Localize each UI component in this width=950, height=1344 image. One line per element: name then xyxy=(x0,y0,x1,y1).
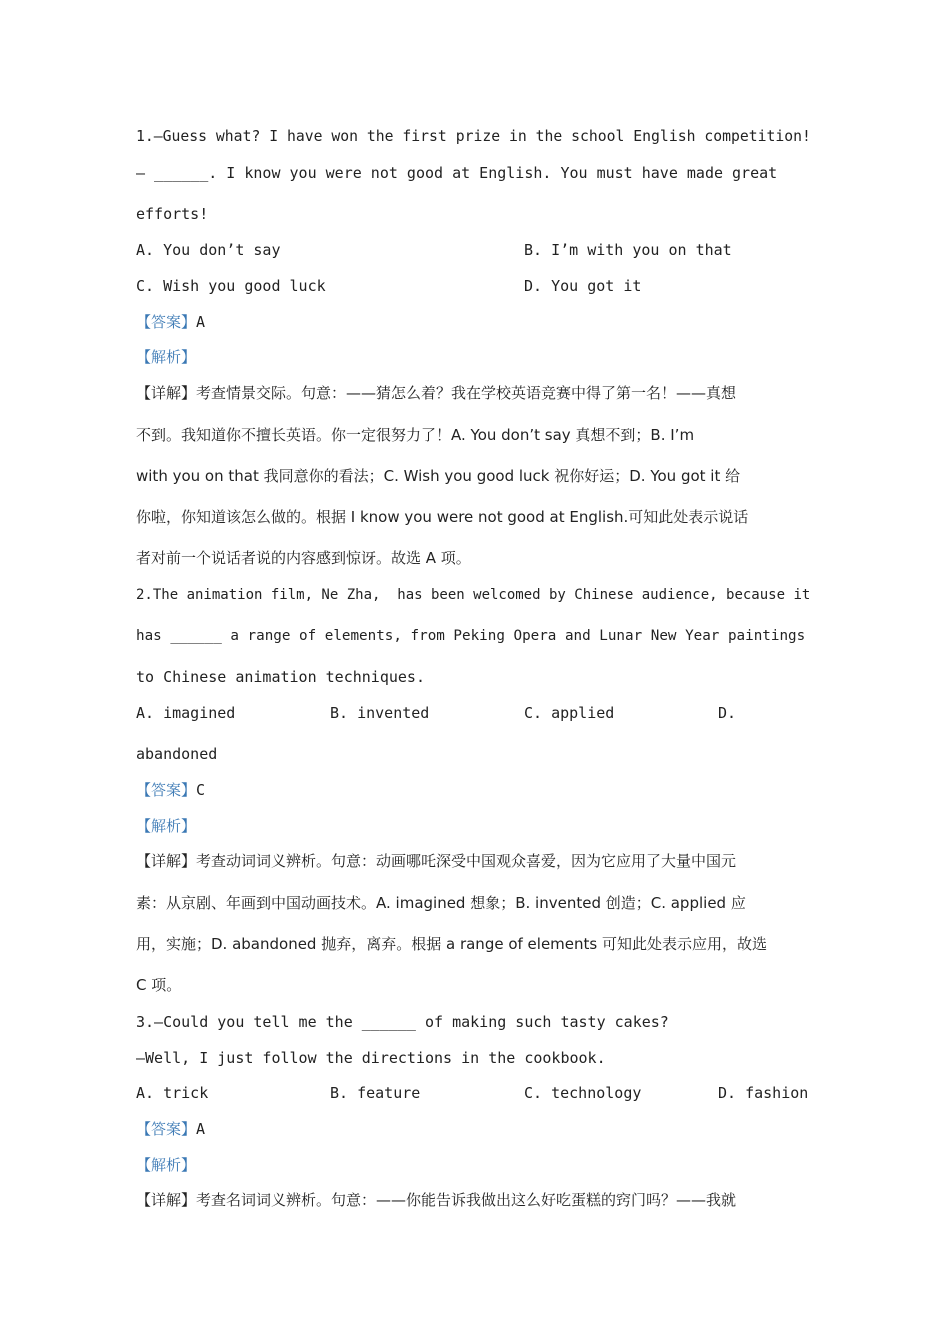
question-2-detail-line-4: C 项。 xyxy=(136,976,182,994)
question-3-analysis xyxy=(136,1155,196,1175)
detail-tag: 【详解】 xyxy=(136,384,197,402)
analysis-tag: 【解析】 xyxy=(136,348,197,366)
question-1-detail-line-1 xyxy=(136,383,736,403)
question-3-stem-line-2: —Well, I just follow the directions in the cookbook. xyxy=(136,1049,606,1067)
question-1-detail-line-3: with you on that 我同意你的看法；C. Wish you good luck 祝你好运；D. You got it 给 xyxy=(136,467,741,485)
question-1-detail-line-2: 不到。我知道你不擅长英语。你一定很努力了！A. You don’t say 真想不到；B. I’m xyxy=(136,426,695,444)
question-3-option-a: A. trick xyxy=(136,1084,209,1102)
question-1-option-d: D. You got it xyxy=(524,277,642,295)
question-2-stem-line-2: has ______ a range of elements, from Peking Opera and Lunar New Year paintings xyxy=(136,628,806,644)
question-2-detail-line-3: 用，实施；D. abandoned 抛弃，离弃。根据 a range of elements 可知此处表示应用，故选 xyxy=(136,935,767,953)
question-2-option-d: D. xyxy=(718,704,737,722)
detail-text: 考查名词词义辨析。句意：——你能告诉我做出这么好吃蛋糕的窍门吗？——我就 xyxy=(196,1191,737,1209)
question-2-option-c: C. applied xyxy=(524,704,615,722)
question-3-option-b: B. feature xyxy=(330,1084,421,1102)
answer-tag: 【答案】 xyxy=(136,781,197,799)
question-2-option-d-text: abandoned xyxy=(136,745,218,763)
detail-tag: 【详解】 xyxy=(136,1191,197,1209)
question-2-stem-line-1: 2.The animation film, Ne Zha, has been welcomed by Chinese audience, because it xyxy=(136,587,811,603)
question-1-answer xyxy=(136,312,205,332)
answer-tag: 【答案】 xyxy=(136,1120,197,1138)
question-3-detail-line-1 xyxy=(136,1190,736,1210)
question-1-stem-line-1: 1.—Guess what? I have won the first prize in the school English competition! xyxy=(136,128,811,145)
answer-value: A xyxy=(196,313,206,331)
detail-text: 考查情景交际。句意：——猜怎么着？我在学校英语竞赛中得了第一名！——真想 xyxy=(196,384,737,402)
question-2-answer xyxy=(136,780,205,800)
answer-tag: 【答案】 xyxy=(136,313,197,331)
answer-value: C xyxy=(196,781,206,799)
question-2-stem-line-3: to Chinese animation techniques. xyxy=(136,668,425,686)
question-2-detail-line-1 xyxy=(136,851,736,871)
question-1-analysis xyxy=(136,347,196,367)
detail-text: 考查动词词义辨析。句意：动画哪吒深受中国观众喜爱，因为它应用了大量中国元 xyxy=(196,852,737,870)
question-1-detail-line-4: 你啦，你知道该怎么做的。根据 I know you were not good at English.可知此处表示说话 xyxy=(136,508,749,526)
question-3-option-d: D. fashion xyxy=(718,1084,809,1102)
question-2-analysis xyxy=(136,816,196,836)
question-2-detail-line-2: 素：从京剧、年画到中国动画技术。A. imagined 想象；B. invented 创造；C. applied 应 xyxy=(136,894,746,912)
analysis-tag: 【解析】 xyxy=(136,817,197,835)
question-3-stem-line-1: 3.—Could you tell me the ______ of making such tasty cakes? xyxy=(136,1013,669,1031)
question-3-answer xyxy=(136,1119,205,1139)
detail-tag: 【详解】 xyxy=(136,852,197,870)
question-2-option-a: A. imagined xyxy=(136,704,236,722)
analysis-tag: 【解析】 xyxy=(136,1156,197,1174)
question-1-option-b: B. I’m with you on that xyxy=(524,241,732,259)
question-1-stem-line-3: efforts! xyxy=(136,205,209,223)
question-3-option-c: C. technology xyxy=(524,1084,642,1102)
answer-value: A xyxy=(196,1120,206,1138)
question-1-detail-line-5: 者对前一个说话者说的内容感到惊讶。故选 A 项。 xyxy=(136,549,471,567)
question-1-stem-line-2: — ______. I know you were not good at English. You must have made great xyxy=(136,164,778,182)
question-2-option-b: B. invented xyxy=(330,704,430,722)
question-1-option-a: A. You don’t say xyxy=(136,241,281,259)
question-1-option-c: C. Wish you good luck xyxy=(136,277,326,295)
